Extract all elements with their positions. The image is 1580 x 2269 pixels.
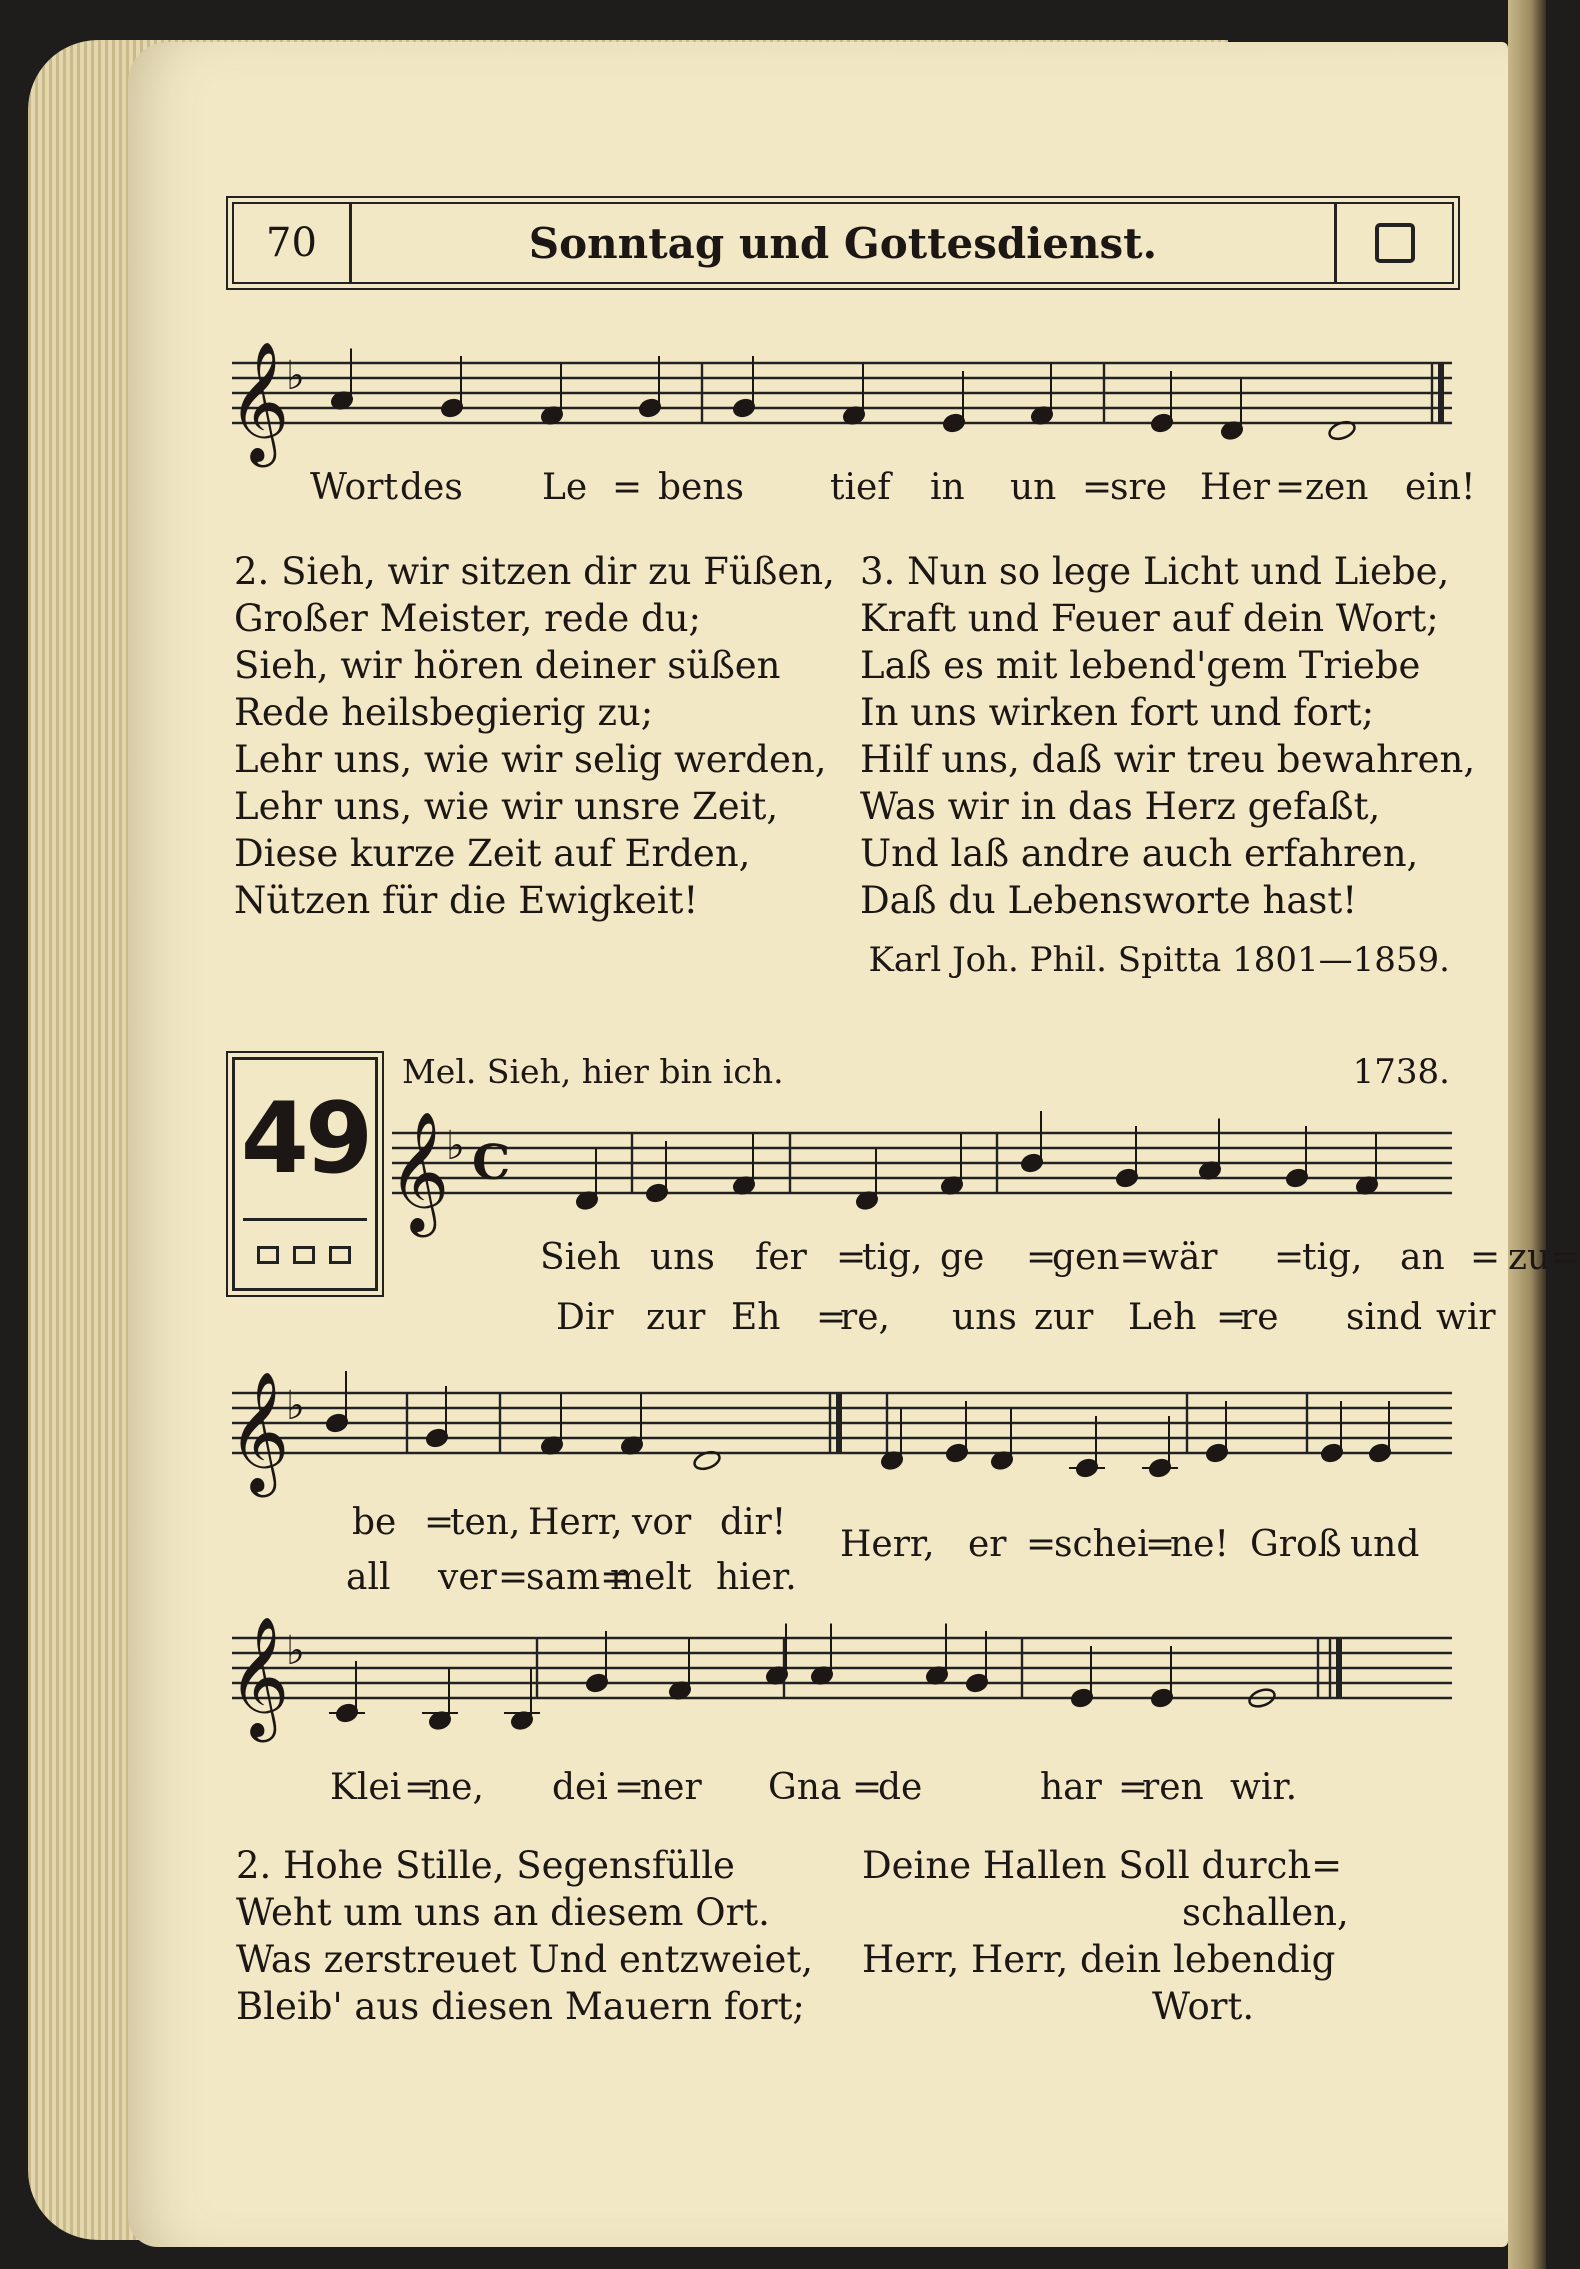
lyric-syllable: gen= xyxy=(1052,1237,1150,1278)
lyric-syllable: Herr, xyxy=(528,1502,623,1543)
verse-line: Großer Meister, rede du; xyxy=(234,597,701,640)
verse-line: Lehr uns, wie wir selig werden, xyxy=(234,738,827,781)
lyric-syllable: = xyxy=(852,1767,883,1808)
lyric-syllable: Wort xyxy=(310,467,398,508)
melody-reference: Mel. Sieh, hier bin ich. xyxy=(402,1052,784,1091)
hymn-number-box xyxy=(232,1057,378,1291)
hymn-number: 49 xyxy=(240,1082,370,1196)
verse-line: In uns wirken fort und fort; xyxy=(860,691,1375,734)
lyric-syllable: = xyxy=(1118,1767,1149,1808)
lyric-syllable: = xyxy=(612,467,643,508)
lyric-syllable: = xyxy=(1026,1524,1057,1565)
lyric-syllable: sam= xyxy=(526,1557,631,1598)
lyric-syllable: Le xyxy=(542,467,588,508)
author-credit: Karl Joh. Phil. Spitta 1801—1859. xyxy=(868,940,1450,980)
treble-clef: 𝄞 xyxy=(228,340,290,462)
verse-line: 2. Sieh, wir sitzen dir zu Füßen, xyxy=(234,550,835,593)
lyric-syllable: ge xyxy=(940,1237,985,1278)
lyric-syllable: des xyxy=(400,467,463,508)
lyric-syllable: dei xyxy=(552,1767,608,1808)
final-bar xyxy=(836,1393,842,1453)
lyric-syllable: be xyxy=(352,1502,397,1543)
hymn49-verse-2-right xyxy=(862,1842,1349,2030)
lyric-syllable: tig, xyxy=(1302,1237,1363,1278)
lyric-syllable: schei xyxy=(1054,1524,1149,1565)
lyric-syllable: Klei xyxy=(330,1767,402,1808)
lyric-syllable: = xyxy=(1470,1237,1501,1278)
music-staff-2 xyxy=(388,1110,1452,1235)
flat-sign: ♭ xyxy=(446,1123,465,1169)
verse-line: schallen, xyxy=(1182,1891,1349,1934)
lyric-syllable: har xyxy=(1040,1767,1102,1808)
verse-3 xyxy=(860,548,1475,924)
hymn49-verse-2-left xyxy=(236,1842,813,2030)
verse-line: 3. Nun so lege Licht und Liebe, xyxy=(860,550,1450,593)
flat-sign: ♭ xyxy=(286,1628,305,1674)
lyric-syllable: er xyxy=(968,1524,1007,1565)
hymn-year: 1738. xyxy=(1352,1052,1450,1092)
verse-line: Wort. xyxy=(1152,1985,1255,2028)
lyric-syllable: = xyxy=(404,1767,435,1808)
final-bar xyxy=(1336,1638,1342,1698)
verse-line: 2. Hohe Stille, Segensfülle xyxy=(236,1844,735,1887)
verse-line: Bleib' aus diesen Mauern fort; xyxy=(236,1985,805,2028)
verse-line: Hilf uns, daß wir treu bewahren, xyxy=(860,738,1476,781)
lyric-syllable: = xyxy=(1026,1237,1057,1278)
lyric-syllable: dir! xyxy=(720,1502,787,1543)
lyric-syllable: hier. xyxy=(716,1557,797,1598)
lyric-syllable: ein! xyxy=(1405,467,1476,508)
lyric-syllable: in xyxy=(930,467,965,508)
music-staff-4 xyxy=(228,1615,1452,1740)
lyric-syllable: = xyxy=(614,1767,645,1808)
verse-line: Weht um uns an diesem Ort. xyxy=(236,1891,770,1934)
verse-line: Sieh, wir hören deiner süßen xyxy=(234,644,781,687)
lyric-syllable: re, xyxy=(840,1297,890,1338)
lyric-syllable: ner xyxy=(640,1767,702,1808)
lyric-syllable: Gna xyxy=(768,1767,842,1808)
lyric-syllable: fer xyxy=(755,1237,807,1278)
lyric-syllable: zu= xyxy=(1508,1237,1580,1278)
page-number: 70 xyxy=(234,204,352,282)
lyric-syllable: tief xyxy=(830,467,891,508)
lyric-syllable: de xyxy=(878,1767,923,1808)
lyric-syllable: wir. xyxy=(1230,1767,1298,1808)
lyric-syllable: Groß xyxy=(1250,1524,1342,1565)
lyric-syllable: vor xyxy=(632,1502,692,1543)
lyric-syllable: zur xyxy=(646,1297,706,1338)
lyric-syllable: wir xyxy=(1436,1297,1496,1338)
lyric-syllable: Herr, xyxy=(840,1524,935,1565)
lyric-syllable: = xyxy=(498,1557,529,1598)
lyric-syllable: zen xyxy=(1305,467,1369,508)
running-header xyxy=(232,202,1454,284)
page-title: Sonntag und Gottesdienst. xyxy=(528,218,1158,268)
header-box-ornament xyxy=(1334,204,1452,282)
flat-sign: ♭ xyxy=(286,353,305,399)
lyric-syllable: an xyxy=(1400,1237,1445,1278)
lyric-syllable: = xyxy=(1216,1297,1247,1338)
final-bar xyxy=(1438,363,1444,423)
verse-line: Und laß andre auch erfahren, xyxy=(860,832,1419,875)
book-spine xyxy=(1508,0,1546,2269)
lyric-syllable: bens xyxy=(658,467,745,508)
lyric-syllable: zur xyxy=(1034,1297,1094,1338)
lyric-syllable: ren xyxy=(1142,1767,1204,1808)
verse-line: Was zerstreuet Und entzweiet, xyxy=(236,1938,813,1981)
flat-sign: ♭ xyxy=(286,1383,305,1429)
treble-clef: 𝄞 xyxy=(388,1110,450,1232)
lyric-syllable: uns xyxy=(650,1237,715,1278)
verse-line: Herr, Herr, dein lebendig xyxy=(862,1938,1336,1981)
lyric-syllable: all xyxy=(346,1557,391,1598)
treble-clef: 𝄞 xyxy=(228,1370,290,1492)
verse-line: Was wir in das Herz gefaßt, xyxy=(860,785,1381,828)
lyric-syllable: uns xyxy=(952,1297,1017,1338)
verse-line: Diese kurze Zeit auf Erden, xyxy=(234,832,751,875)
lyric-syllable: re xyxy=(1240,1297,1279,1338)
lyric-syllable: tig, xyxy=(862,1237,923,1278)
lyric-syllable: Eh xyxy=(731,1297,781,1338)
lyric-syllable: = xyxy=(816,1297,847,1338)
lyric-syllable: Dir xyxy=(556,1297,614,1338)
lyric-syllable: un xyxy=(1010,467,1057,508)
verse-2 xyxy=(234,548,835,924)
verse-line: Laß es mit lebend'gem Triebe xyxy=(860,644,1421,687)
music-staff-1 xyxy=(228,340,1452,465)
verse-line: Deine Hallen Soll durch= xyxy=(862,1844,1343,1887)
lyric-syllable: ten, xyxy=(450,1502,521,1543)
verse-line: Nützen für die Ewigkeit! xyxy=(234,879,699,922)
lyric-syllable: ne! xyxy=(1170,1524,1229,1565)
lyric-syllable: ne, xyxy=(428,1767,484,1808)
verse-line: Daß du Lebensworte hast! xyxy=(860,879,1358,922)
lyric-syllable: und xyxy=(1350,1524,1420,1565)
verse-line: Kraft und Feuer auf dein Wort; xyxy=(860,597,1439,640)
lyric-syllable: sind xyxy=(1346,1297,1423,1338)
lyric-syllable: = xyxy=(836,1237,867,1278)
music-staff-3 xyxy=(228,1370,1452,1495)
lyric-syllable: = xyxy=(424,1502,455,1543)
treble-clef: 𝄞 xyxy=(228,1615,290,1737)
lyric-syllable: Leh xyxy=(1128,1297,1197,1338)
lyric-syllable: = xyxy=(1082,467,1113,508)
lyric-syllable: Sieh xyxy=(540,1237,621,1278)
lyric-syllable: sre xyxy=(1110,467,1167,508)
lyric-syllable: = xyxy=(1274,1237,1305,1278)
lyric-syllable: = xyxy=(1275,467,1306,508)
lyric-syllable: Her xyxy=(1200,467,1270,508)
verse-line: Rede heilsbegierig zu; xyxy=(234,691,654,734)
lyric-syllable: ver xyxy=(438,1557,497,1598)
lyric-syllable: = xyxy=(1145,1524,1176,1565)
lyric-syllable: wär xyxy=(1148,1237,1218,1278)
lyric-syllable: melt xyxy=(610,1557,692,1598)
verse-line: Lehr uns, wie wir unsre Zeit, xyxy=(234,785,779,828)
common-time: C xyxy=(472,1135,511,1191)
